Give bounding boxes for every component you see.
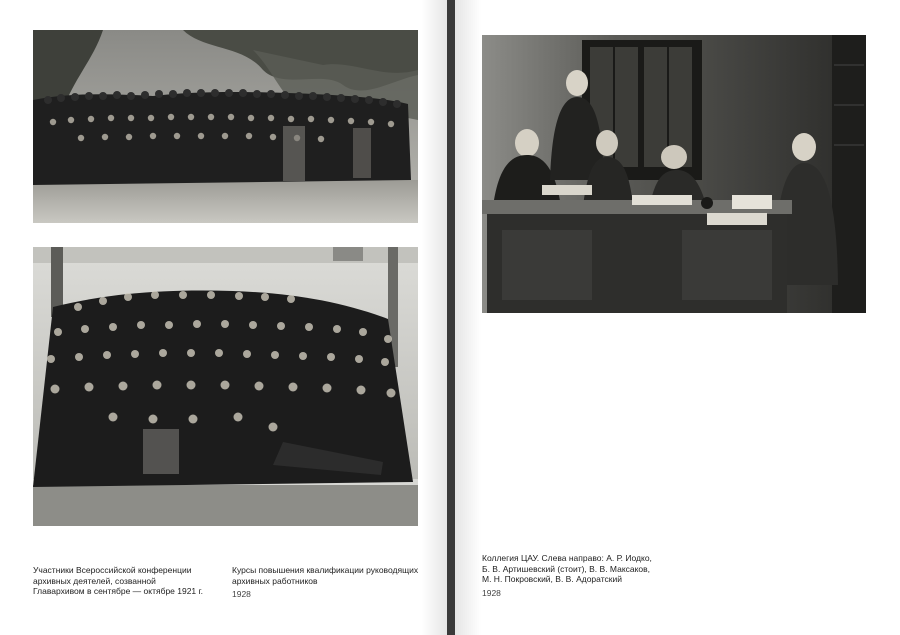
photo-conference-group bbox=[33, 30, 418, 223]
caption-courses-year: 1928 bbox=[232, 589, 251, 599]
left-page bbox=[0, 0, 447, 635]
gutter-shadow bbox=[421, 0, 447, 635]
caption-conference-line-2: архивных деятелей, созванной bbox=[33, 575, 156, 586]
caption-collegium-year: 1928 bbox=[482, 587, 501, 598]
photo-courses-group bbox=[33, 247, 418, 526]
caption-courses bbox=[232, 565, 422, 600]
right-page bbox=[455, 0, 900, 635]
caption-courses-line-2: архивных работников bbox=[232, 575, 318, 586]
caption-conference-line-3: Главархивом в сентябре — октябре 1921 г. bbox=[33, 586, 203, 596]
caption-conference-line-1: Участники Всероссийской конференции bbox=[33, 565, 192, 575]
caption-collegium-line-2: Б. В. Артишевский (стоит), В. В. Максаков, bbox=[482, 563, 651, 574]
caption-conference bbox=[33, 565, 213, 597]
caption-collegium-line-3: М. Н. Покровский, В. В. Адоратский bbox=[482, 574, 622, 584]
caption-courses-line-1: Курсы повышения квалификации руководящих bbox=[232, 565, 419, 575]
caption-collegium bbox=[482, 553, 682, 598]
gutter-shadow bbox=[455, 0, 481, 635]
photo-collegium-desk bbox=[482, 35, 866, 313]
caption-collegium-line-1: Коллегия ЦАУ. Слева направо: А. Р. Иодко, bbox=[482, 553, 652, 563]
